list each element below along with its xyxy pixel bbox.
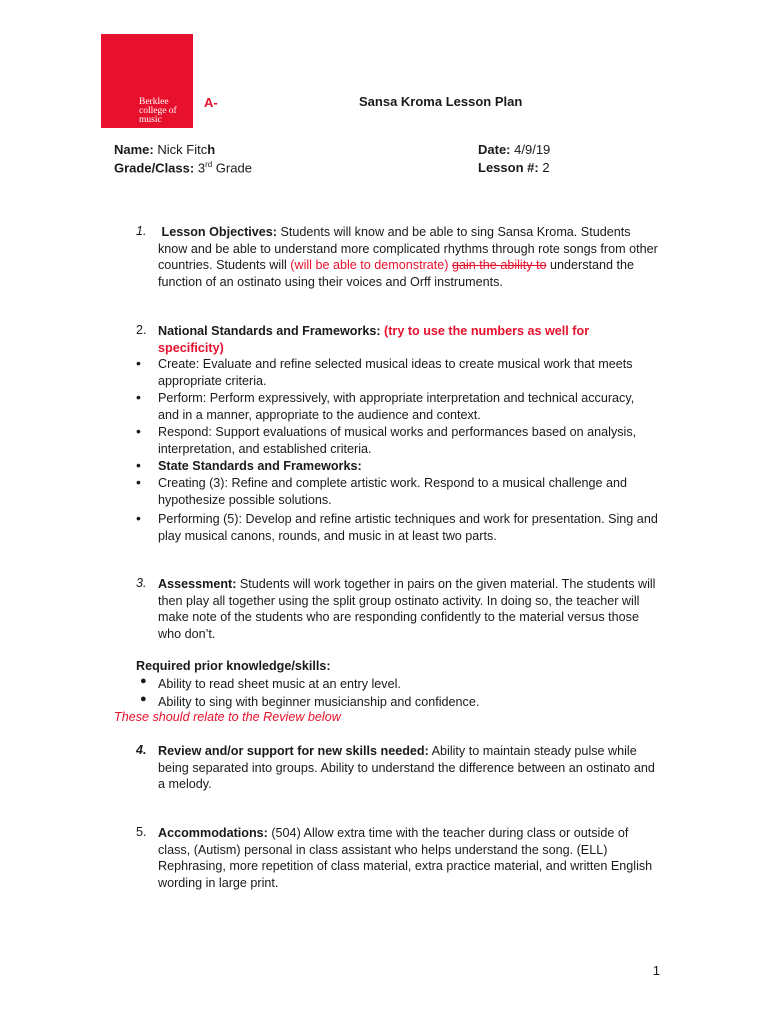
state-standard-creating: Creating (3): Refine and complete artistic work. Respond to a musical challenge and hypothesize possible solutions. [158, 476, 628, 507]
page-number: 1 [652, 963, 660, 978]
state-standard-performing: Performing (5): Develop and refine artistic techniques and work for presentation. Sing and play musical canons, rounds, and music in at least two parts. [158, 512, 658, 543]
bullet-icon: ● [140, 693, 147, 705]
state-standards-heading: State Standards and Frameworks: [158, 459, 362, 473]
prior-knowledge-heading: Required prior knowledge/skills: [136, 659, 331, 673]
bullet-icon: • [136, 510, 141, 526]
assessment: Assessment: Students will work together in pairs on the given material. The students will then play all together using the split group ostinato activity. In doing so, the teacher will make note of the students who are responding confidently to the material versus those who don’t. [158, 577, 656, 641]
standard-perform: Perform: Perform expressively, with appropriate interpretation and technical accuracy, and in a manner, appropriate to the audience and context. [158, 391, 635, 422]
grade-mark: A- [204, 95, 218, 110]
prior-skill-item: Ability to read sheet music at an entry level. [158, 677, 401, 691]
lesson-objectives: Lesson Objectives: Students will know and be able to sing Sansa Kroma. Students know and be able to understand more complicated rhythms through rote songs from other countries. Students will (will be able to demonstrate) gain the ability to understand the function of an ostinato using their voices and Orff instruments. [158, 225, 658, 289]
bullet-icon: • [136, 457, 141, 473]
name-field: Name: Nick Fitch [114, 142, 216, 157]
reviewer-note: These should relate to the Review below [114, 710, 341, 724]
bullet-icon: • [136, 355, 141, 371]
section-2-number: 2. [136, 323, 147, 337]
date-field: Date: 4/9/19 [478, 142, 551, 157]
page-title: Sansa Kroma Lesson Plan [359, 94, 523, 109]
bullet-icon: • [136, 389, 141, 405]
lesson-number-field: Lesson #: 2 [478, 160, 550, 175]
accommodations: Accommodations: (504) Allow extra time with the teacher during class or outside of class, (Autism) personal in class assistant who helps understand the song. (ELL) Rephrasing, more repetition of class material, extra practice material, and written English wording in large print. [158, 826, 653, 890]
section-1-number: 1. [136, 224, 147, 238]
national-standards-heading: National Standards and Frameworks: (try to use the numbers as well for specificity) [158, 324, 590, 355]
section-3-number: 3. [136, 576, 147, 590]
prior-skill-item: Ability to sing with beginner musicianship and confidence. [158, 695, 480, 709]
standard-respond: Respond: Support evaluations of musical works and performances based on analysis, interpretation, and established criteria. [158, 425, 637, 456]
bullet-icon: ● [140, 675, 147, 687]
standard-create: Create: Evaluate and refine selected musical ideas to create musical work that meets appropriate criteria. [158, 357, 633, 388]
logo-wordmark: Berklee college of music [139, 97, 177, 125]
section-4-number: 4. [136, 743, 147, 757]
bullet-icon: • [136, 474, 141, 490]
berklee-logo [101, 34, 193, 128]
grade-class-field: Grade/Class: 3rd Grade [114, 160, 252, 176]
bullet-icon: • [136, 423, 141, 439]
section-5-number: 5. [136, 825, 147, 839]
review-support: Review and/or support for new skills needed: Ability to maintain steady pulse while being separated into groups. Ability to understand the difference between an ostinato and a melody. [158, 744, 655, 792]
